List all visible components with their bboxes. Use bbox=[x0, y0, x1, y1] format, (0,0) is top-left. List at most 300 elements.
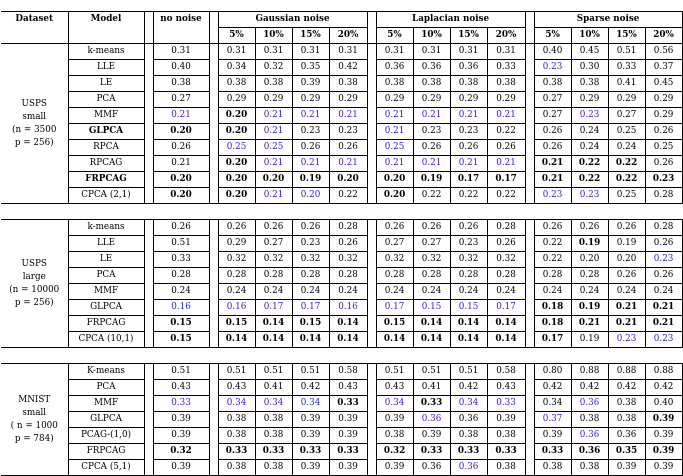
value-cell: 0.31 bbox=[376, 44, 413, 60]
value-cell: 0.29 bbox=[218, 92, 255, 108]
dataset-line: USPS bbox=[21, 258, 47, 269]
value-cell: 0.39 bbox=[376, 460, 413, 476]
value-cell: 0.28 bbox=[255, 268, 292, 284]
value-cell: 0.21 bbox=[292, 156, 329, 172]
value-cell: 0.17 bbox=[292, 300, 329, 316]
value-cell: 0.24 bbox=[645, 284, 682, 300]
value-cell: 0.23 bbox=[292, 236, 329, 252]
dataset-cell bbox=[1, 44, 68, 204]
value-cell: 0.21 bbox=[255, 188, 292, 204]
value-cell: 0.36 bbox=[571, 428, 608, 444]
value-cell: 0.23 bbox=[450, 236, 487, 252]
value-cell: 0.32 bbox=[376, 444, 413, 460]
value-cell: 0.36 bbox=[413, 460, 450, 476]
value-cell: 0.32 bbox=[450, 252, 487, 268]
value-cell: 0.24 bbox=[292, 284, 329, 300]
value-cell: 0.45 bbox=[645, 76, 682, 92]
value-cell: 0.27 bbox=[153, 92, 209, 108]
value-cell: 0.28 bbox=[645, 220, 682, 236]
value-cell: 0.29 bbox=[608, 92, 645, 108]
value-cell: 0.24 bbox=[218, 284, 255, 300]
value-cell: 0.29 bbox=[218, 236, 255, 252]
value-cell: 0.29 bbox=[487, 92, 525, 108]
value-cell: 0.33 bbox=[413, 396, 450, 412]
value-cell: 0.14 bbox=[487, 316, 525, 332]
value-cell: 0.28 bbox=[487, 220, 525, 236]
value-cell: 0.43 bbox=[329, 380, 367, 396]
dataset-line: p = 256) bbox=[14, 297, 54, 308]
value-cell: 0.22 bbox=[534, 236, 571, 252]
value-cell: 0.14 bbox=[413, 316, 450, 332]
model-name: PCAG-(1,0) bbox=[68, 428, 144, 444]
value-cell: 0.33 bbox=[487, 396, 525, 412]
value-cell: 0.21 bbox=[413, 108, 450, 124]
value-cell: 0.14 bbox=[487, 332, 525, 348]
value-cell: 0.34 bbox=[534, 396, 571, 412]
value-cell: 0.30 bbox=[571, 60, 608, 76]
dataset-line: (n = 3500 bbox=[12, 124, 57, 135]
value-cell: 0.23 bbox=[329, 124, 367, 140]
value-cell: 0.29 bbox=[292, 92, 329, 108]
value-cell: 0.21 bbox=[255, 108, 292, 124]
model-name: FRPCAG bbox=[68, 172, 144, 188]
value-cell: 0.24 bbox=[608, 284, 645, 300]
value-cell: 0.28 bbox=[645, 188, 682, 204]
value-cell: 0.39 bbox=[292, 412, 329, 428]
value-cell: 0.19 bbox=[571, 332, 608, 348]
model-name: CPCA (10,1) bbox=[68, 332, 144, 348]
level-gaussian-20: 20% bbox=[329, 28, 367, 44]
table-row bbox=[1, 124, 682, 140]
value-cell: 0.19 bbox=[608, 236, 645, 252]
value-cell: 0.28 bbox=[218, 268, 255, 284]
value-cell: 0.23 bbox=[413, 124, 450, 140]
value-cell: 0.27 bbox=[534, 108, 571, 124]
value-cell: 0.33 bbox=[487, 444, 525, 460]
value-cell: 0.14 bbox=[450, 316, 487, 332]
value-cell: 0.24 bbox=[487, 284, 525, 300]
value-cell: 0.39 bbox=[292, 460, 329, 476]
value-cell: 0.29 bbox=[645, 92, 682, 108]
value-cell: 0.38 bbox=[608, 412, 645, 428]
value-cell: 0.33 bbox=[450, 444, 487, 460]
value-cell: 0.28 bbox=[153, 268, 209, 284]
value-cell: 0.38 bbox=[571, 460, 608, 476]
value-cell: 0.32 bbox=[255, 252, 292, 268]
value-cell: 0.24 bbox=[329, 284, 367, 300]
value-cell: 0.29 bbox=[450, 92, 487, 108]
value-cell: 0.27 bbox=[413, 236, 450, 252]
value-cell: 0.21 bbox=[487, 108, 525, 124]
model-name: MMF bbox=[68, 396, 144, 412]
value-cell: 0.42 bbox=[608, 380, 645, 396]
table-row bbox=[1, 460, 682, 476]
value-cell: 0.21 bbox=[571, 316, 608, 332]
value-cell: 0.15 bbox=[450, 300, 487, 316]
dataset-line: small bbox=[22, 407, 47, 418]
value-cell: 0.39 bbox=[153, 460, 209, 476]
value-cell: 0.21 bbox=[153, 108, 209, 124]
value-cell: 0.19 bbox=[571, 236, 608, 252]
value-cell: 0.31 bbox=[218, 44, 255, 60]
table-row bbox=[1, 172, 682, 188]
value-cell: 0.34 bbox=[450, 396, 487, 412]
value-cell: 0.56 bbox=[645, 44, 682, 60]
value-cell: 0.39 bbox=[645, 412, 682, 428]
value-cell: 0.23 bbox=[534, 188, 571, 204]
value-cell: 0.24 bbox=[413, 284, 450, 300]
value-cell: 0.36 bbox=[450, 412, 487, 428]
value-cell: 0.14 bbox=[376, 332, 413, 348]
table-row bbox=[1, 76, 682, 92]
table-row bbox=[1, 380, 682, 396]
value-cell: 0.51 bbox=[218, 364, 255, 380]
value-cell: 0.21 bbox=[645, 300, 682, 316]
value-cell: 0.32 bbox=[153, 444, 209, 460]
value-cell: 0.21 bbox=[534, 156, 571, 172]
value-cell: 0.51 bbox=[153, 364, 209, 380]
value-cell: 0.26 bbox=[487, 140, 525, 156]
value-cell: 0.38 bbox=[487, 460, 525, 476]
value-cell: 0.25 bbox=[218, 140, 255, 156]
value-cell: 0.28 bbox=[450, 268, 487, 284]
table-row bbox=[1, 412, 682, 428]
value-cell: 0.19 bbox=[413, 172, 450, 188]
value-cell: 0.45 bbox=[571, 44, 608, 60]
value-cell: 0.31 bbox=[329, 44, 367, 60]
value-cell: 0.39 bbox=[534, 428, 571, 444]
value-cell: 0.31 bbox=[487, 44, 525, 60]
value-cell: 0.39 bbox=[376, 412, 413, 428]
value-cell: 0.26 bbox=[645, 236, 682, 252]
value-cell: 0.38 bbox=[218, 460, 255, 476]
value-cell: 0.29 bbox=[413, 92, 450, 108]
dataset-line: ( n = 1000 bbox=[10, 420, 58, 431]
value-cell: 0.31 bbox=[450, 44, 487, 60]
value-cell: 0.21 bbox=[450, 156, 487, 172]
value-cell: 0.18 bbox=[534, 316, 571, 332]
value-cell: 0.39 bbox=[413, 428, 450, 444]
level-gaussian-10: 10% bbox=[255, 28, 292, 44]
value-cell: 0.38 bbox=[450, 76, 487, 92]
value-cell: 0.28 bbox=[487, 268, 525, 284]
header-gaussian: Gaussian noise bbox=[218, 12, 367, 28]
value-cell: 0.17 bbox=[487, 172, 525, 188]
value-cell: 0.17 bbox=[450, 172, 487, 188]
value-cell: 0.36 bbox=[571, 444, 608, 460]
value-cell: 0.19 bbox=[292, 172, 329, 188]
value-cell: 0.51 bbox=[608, 44, 645, 60]
value-cell: 0.51 bbox=[376, 364, 413, 380]
value-cell: 0.27 bbox=[255, 236, 292, 252]
table-row bbox=[1, 92, 682, 108]
value-cell: 0.15 bbox=[153, 332, 209, 348]
value-cell: 0.22 bbox=[487, 188, 525, 204]
value-cell: 0.20 bbox=[153, 188, 209, 204]
value-cell: 0.33 bbox=[329, 396, 367, 412]
model-name: LLE bbox=[68, 60, 144, 76]
model-name: k-means bbox=[68, 220, 144, 236]
value-cell: 0.20 bbox=[153, 172, 209, 188]
value-cell: 0.21 bbox=[413, 156, 450, 172]
value-cell: 0.17 bbox=[255, 300, 292, 316]
value-cell: 0.26 bbox=[329, 140, 367, 156]
value-cell: 0.36 bbox=[413, 60, 450, 76]
value-cell: 0.29 bbox=[255, 92, 292, 108]
value-cell: 0.38 bbox=[608, 396, 645, 412]
value-cell: 0.33 bbox=[487, 60, 525, 76]
value-cell: 0.35 bbox=[608, 444, 645, 460]
model-name: CPCA (2,1) bbox=[68, 188, 144, 204]
value-cell: 0.21 bbox=[608, 316, 645, 332]
table-caption bbox=[0, 0, 640, 5]
value-cell: 0.26 bbox=[645, 124, 682, 140]
dataset-line: MNIST bbox=[18, 394, 51, 405]
value-cell: 0.21 bbox=[292, 108, 329, 124]
value-cell: 0.22 bbox=[534, 252, 571, 268]
value-cell: 0.43 bbox=[376, 380, 413, 396]
value-cell: 0.26 bbox=[534, 140, 571, 156]
value-cell: 0.14 bbox=[218, 332, 255, 348]
value-cell: 0.36 bbox=[376, 60, 413, 76]
value-cell: 0.21 bbox=[376, 124, 413, 140]
value-cell: 0.25 bbox=[376, 140, 413, 156]
table-row bbox=[1, 156, 682, 172]
value-cell: 0.22 bbox=[487, 124, 525, 140]
value-cell: 0.42 bbox=[329, 60, 367, 76]
value-cell: 0.22 bbox=[571, 172, 608, 188]
table-row bbox=[1, 284, 682, 300]
value-cell: 0.51 bbox=[450, 364, 487, 380]
dataset-line: small bbox=[22, 111, 47, 122]
value-cell: 0.26 bbox=[255, 220, 292, 236]
value-cell: 0.38 bbox=[487, 428, 525, 444]
table-row bbox=[1, 396, 682, 412]
model-name: K-means bbox=[68, 364, 144, 380]
value-cell: 0.22 bbox=[571, 156, 608, 172]
value-cell: 0.26 bbox=[413, 140, 450, 156]
value-cell: 0.25 bbox=[255, 140, 292, 156]
model-name: FRPCAG bbox=[68, 444, 144, 460]
value-cell: 0.42 bbox=[292, 380, 329, 396]
level-sparse-10: 10% bbox=[571, 28, 608, 44]
value-cell: 0.39 bbox=[153, 428, 209, 444]
value-cell: 0.20 bbox=[292, 188, 329, 204]
value-cell: 0.24 bbox=[534, 284, 571, 300]
value-cell: 0.23 bbox=[571, 108, 608, 124]
value-cell: 0.29 bbox=[376, 92, 413, 108]
value-cell: 0.26 bbox=[376, 220, 413, 236]
value-cell: 0.39 bbox=[329, 412, 367, 428]
header-model: Model bbox=[68, 12, 144, 28]
value-cell: 0.20 bbox=[608, 252, 645, 268]
value-cell: 0.43 bbox=[218, 380, 255, 396]
value-cell: 0.33 bbox=[329, 444, 367, 460]
table-row bbox=[1, 188, 682, 204]
value-cell: 0.20 bbox=[329, 172, 367, 188]
value-cell: 0.20 bbox=[376, 188, 413, 204]
value-cell: 0.15 bbox=[218, 316, 255, 332]
model-name: PCA bbox=[68, 380, 144, 396]
value-cell: 0.26 bbox=[292, 220, 329, 236]
value-cell: 0.32 bbox=[376, 252, 413, 268]
value-cell: 0.31 bbox=[413, 44, 450, 60]
value-cell: 0.21 bbox=[487, 156, 525, 172]
table-row bbox=[1, 444, 682, 460]
model-name: LE bbox=[68, 76, 144, 92]
value-cell: 0.39 bbox=[645, 460, 682, 476]
value-cell: 0.23 bbox=[645, 252, 682, 268]
level-laplacian-15: 15% bbox=[450, 28, 487, 44]
value-cell: 0.25 bbox=[608, 124, 645, 140]
value-cell: 0.41 bbox=[413, 380, 450, 396]
dataset-line: USPS bbox=[21, 98, 47, 109]
value-cell: 0.33 bbox=[608, 60, 645, 76]
value-cell: 0.32 bbox=[218, 252, 255, 268]
value-cell: 0.23 bbox=[571, 188, 608, 204]
value-cell: 0.26 bbox=[534, 220, 571, 236]
value-cell: 0.39 bbox=[487, 412, 525, 428]
value-cell: 0.24 bbox=[255, 284, 292, 300]
value-cell: 0.39 bbox=[645, 428, 682, 444]
value-cell: 0.39 bbox=[608, 460, 645, 476]
dataset-line: p = 784) bbox=[14, 433, 54, 444]
value-cell: 0.38 bbox=[255, 460, 292, 476]
value-cell: 0.23 bbox=[608, 332, 645, 348]
value-cell: 0.18 bbox=[534, 300, 571, 316]
value-cell: 0.16 bbox=[218, 300, 255, 316]
value-cell: 0.33 bbox=[153, 396, 209, 412]
value-cell: 0.26 bbox=[534, 124, 571, 140]
value-cell: 0.37 bbox=[534, 412, 571, 428]
value-cell: 0.58 bbox=[487, 364, 525, 380]
table-row bbox=[1, 140, 682, 156]
value-cell: 0.32 bbox=[413, 252, 450, 268]
table-row bbox=[1, 428, 682, 444]
value-cell: 0.27 bbox=[608, 108, 645, 124]
value-cell: 0.23 bbox=[292, 124, 329, 140]
value-cell: 0.39 bbox=[645, 444, 682, 460]
value-cell: 0.36 bbox=[450, 460, 487, 476]
table-row bbox=[1, 364, 682, 380]
value-cell: 0.24 bbox=[571, 284, 608, 300]
value-cell: 0.34 bbox=[292, 396, 329, 412]
value-cell: 0.26 bbox=[450, 220, 487, 236]
value-cell: 0.35 bbox=[292, 60, 329, 76]
level-laplacian-10: 10% bbox=[413, 28, 450, 44]
value-cell: 0.33 bbox=[413, 444, 450, 460]
value-cell: 0.33 bbox=[534, 444, 571, 460]
value-cell: 0.26 bbox=[571, 220, 608, 236]
value-cell: 0.38 bbox=[153, 76, 209, 92]
table-row bbox=[1, 108, 682, 124]
value-cell: 0.28 bbox=[329, 268, 367, 284]
value-cell: 0.23 bbox=[645, 172, 682, 188]
value-cell: 0.88 bbox=[645, 364, 682, 380]
results-body bbox=[1, 44, 682, 476]
dataset-line: (n = 10000 bbox=[9, 284, 60, 295]
value-cell: 0.32 bbox=[292, 252, 329, 268]
value-cell: 0.38 bbox=[487, 76, 525, 92]
value-cell: 0.20 bbox=[376, 172, 413, 188]
value-cell: 0.43 bbox=[153, 380, 209, 396]
value-cell: 0.24 bbox=[608, 140, 645, 156]
value-cell: 0.28 bbox=[571, 268, 608, 284]
model-name: LE bbox=[68, 252, 144, 268]
value-cell: 0.24 bbox=[571, 124, 608, 140]
value-cell: 0.22 bbox=[450, 188, 487, 204]
value-cell: 0.42 bbox=[571, 380, 608, 396]
value-cell: 0.33 bbox=[255, 444, 292, 460]
value-cell: 0.38 bbox=[534, 460, 571, 476]
value-cell: 0.20 bbox=[218, 172, 255, 188]
value-cell: 0.20 bbox=[571, 252, 608, 268]
value-cell: 0.38 bbox=[218, 412, 255, 428]
value-cell: 0.24 bbox=[153, 284, 209, 300]
value-cell: 0.40 bbox=[153, 60, 209, 76]
value-cell: 0.88 bbox=[571, 364, 608, 380]
value-cell: 0.14 bbox=[292, 332, 329, 348]
value-cell: 0.33 bbox=[218, 444, 255, 460]
value-cell: 0.23 bbox=[645, 332, 682, 348]
value-cell: 0.39 bbox=[153, 412, 209, 428]
value-cell: 0.38 bbox=[218, 76, 255, 92]
value-cell: 0.36 bbox=[413, 412, 450, 428]
header-sparse: Sparse noise bbox=[534, 12, 682, 28]
table-row bbox=[1, 332, 682, 348]
value-cell: 0.38 bbox=[218, 428, 255, 444]
value-cell: 0.28 bbox=[413, 268, 450, 284]
model-name: RPCA bbox=[68, 140, 144, 156]
value-cell: 0.27 bbox=[376, 236, 413, 252]
value-cell: 0.28 bbox=[292, 268, 329, 284]
value-cell: 0.38 bbox=[376, 76, 413, 92]
value-cell: 0.29 bbox=[645, 108, 682, 124]
value-cell: 0.26 bbox=[608, 220, 645, 236]
value-cell: 0.38 bbox=[534, 76, 571, 92]
value-cell: 0.25 bbox=[608, 188, 645, 204]
value-cell: 0.34 bbox=[255, 396, 292, 412]
value-cell: 0.42 bbox=[534, 380, 571, 396]
value-cell: 0.36 bbox=[571, 396, 608, 412]
model-name: FRPCAG bbox=[68, 316, 144, 332]
value-cell: 0.22 bbox=[608, 172, 645, 188]
value-cell: 0.22 bbox=[413, 188, 450, 204]
header-laplacian: Laplacian noise bbox=[376, 12, 525, 28]
value-cell: 0.80 bbox=[534, 364, 571, 380]
value-cell: 0.34 bbox=[376, 396, 413, 412]
value-cell: 0.23 bbox=[534, 60, 571, 76]
level-laplacian-20: 20% bbox=[487, 28, 525, 44]
value-cell: 0.26 bbox=[450, 140, 487, 156]
value-cell: 0.20 bbox=[218, 124, 255, 140]
value-cell: 0.26 bbox=[153, 220, 209, 236]
value-cell: 0.21 bbox=[645, 316, 682, 332]
value-cell: 0.36 bbox=[450, 60, 487, 76]
value-cell: 0.14 bbox=[255, 316, 292, 332]
level-sparse-15: 15% bbox=[608, 28, 645, 44]
value-cell: 0.14 bbox=[413, 332, 450, 348]
value-cell: 0.28 bbox=[534, 268, 571, 284]
header-no-noise: no noise bbox=[153, 12, 209, 28]
table-row bbox=[1, 268, 682, 284]
value-cell: 0.58 bbox=[329, 364, 367, 380]
value-cell: 0.51 bbox=[413, 364, 450, 380]
value-cell: 0.38 bbox=[255, 428, 292, 444]
value-cell: 0.23 bbox=[450, 124, 487, 140]
value-cell: 0.26 bbox=[645, 268, 682, 284]
dataset-line: p = 256) bbox=[14, 137, 54, 148]
